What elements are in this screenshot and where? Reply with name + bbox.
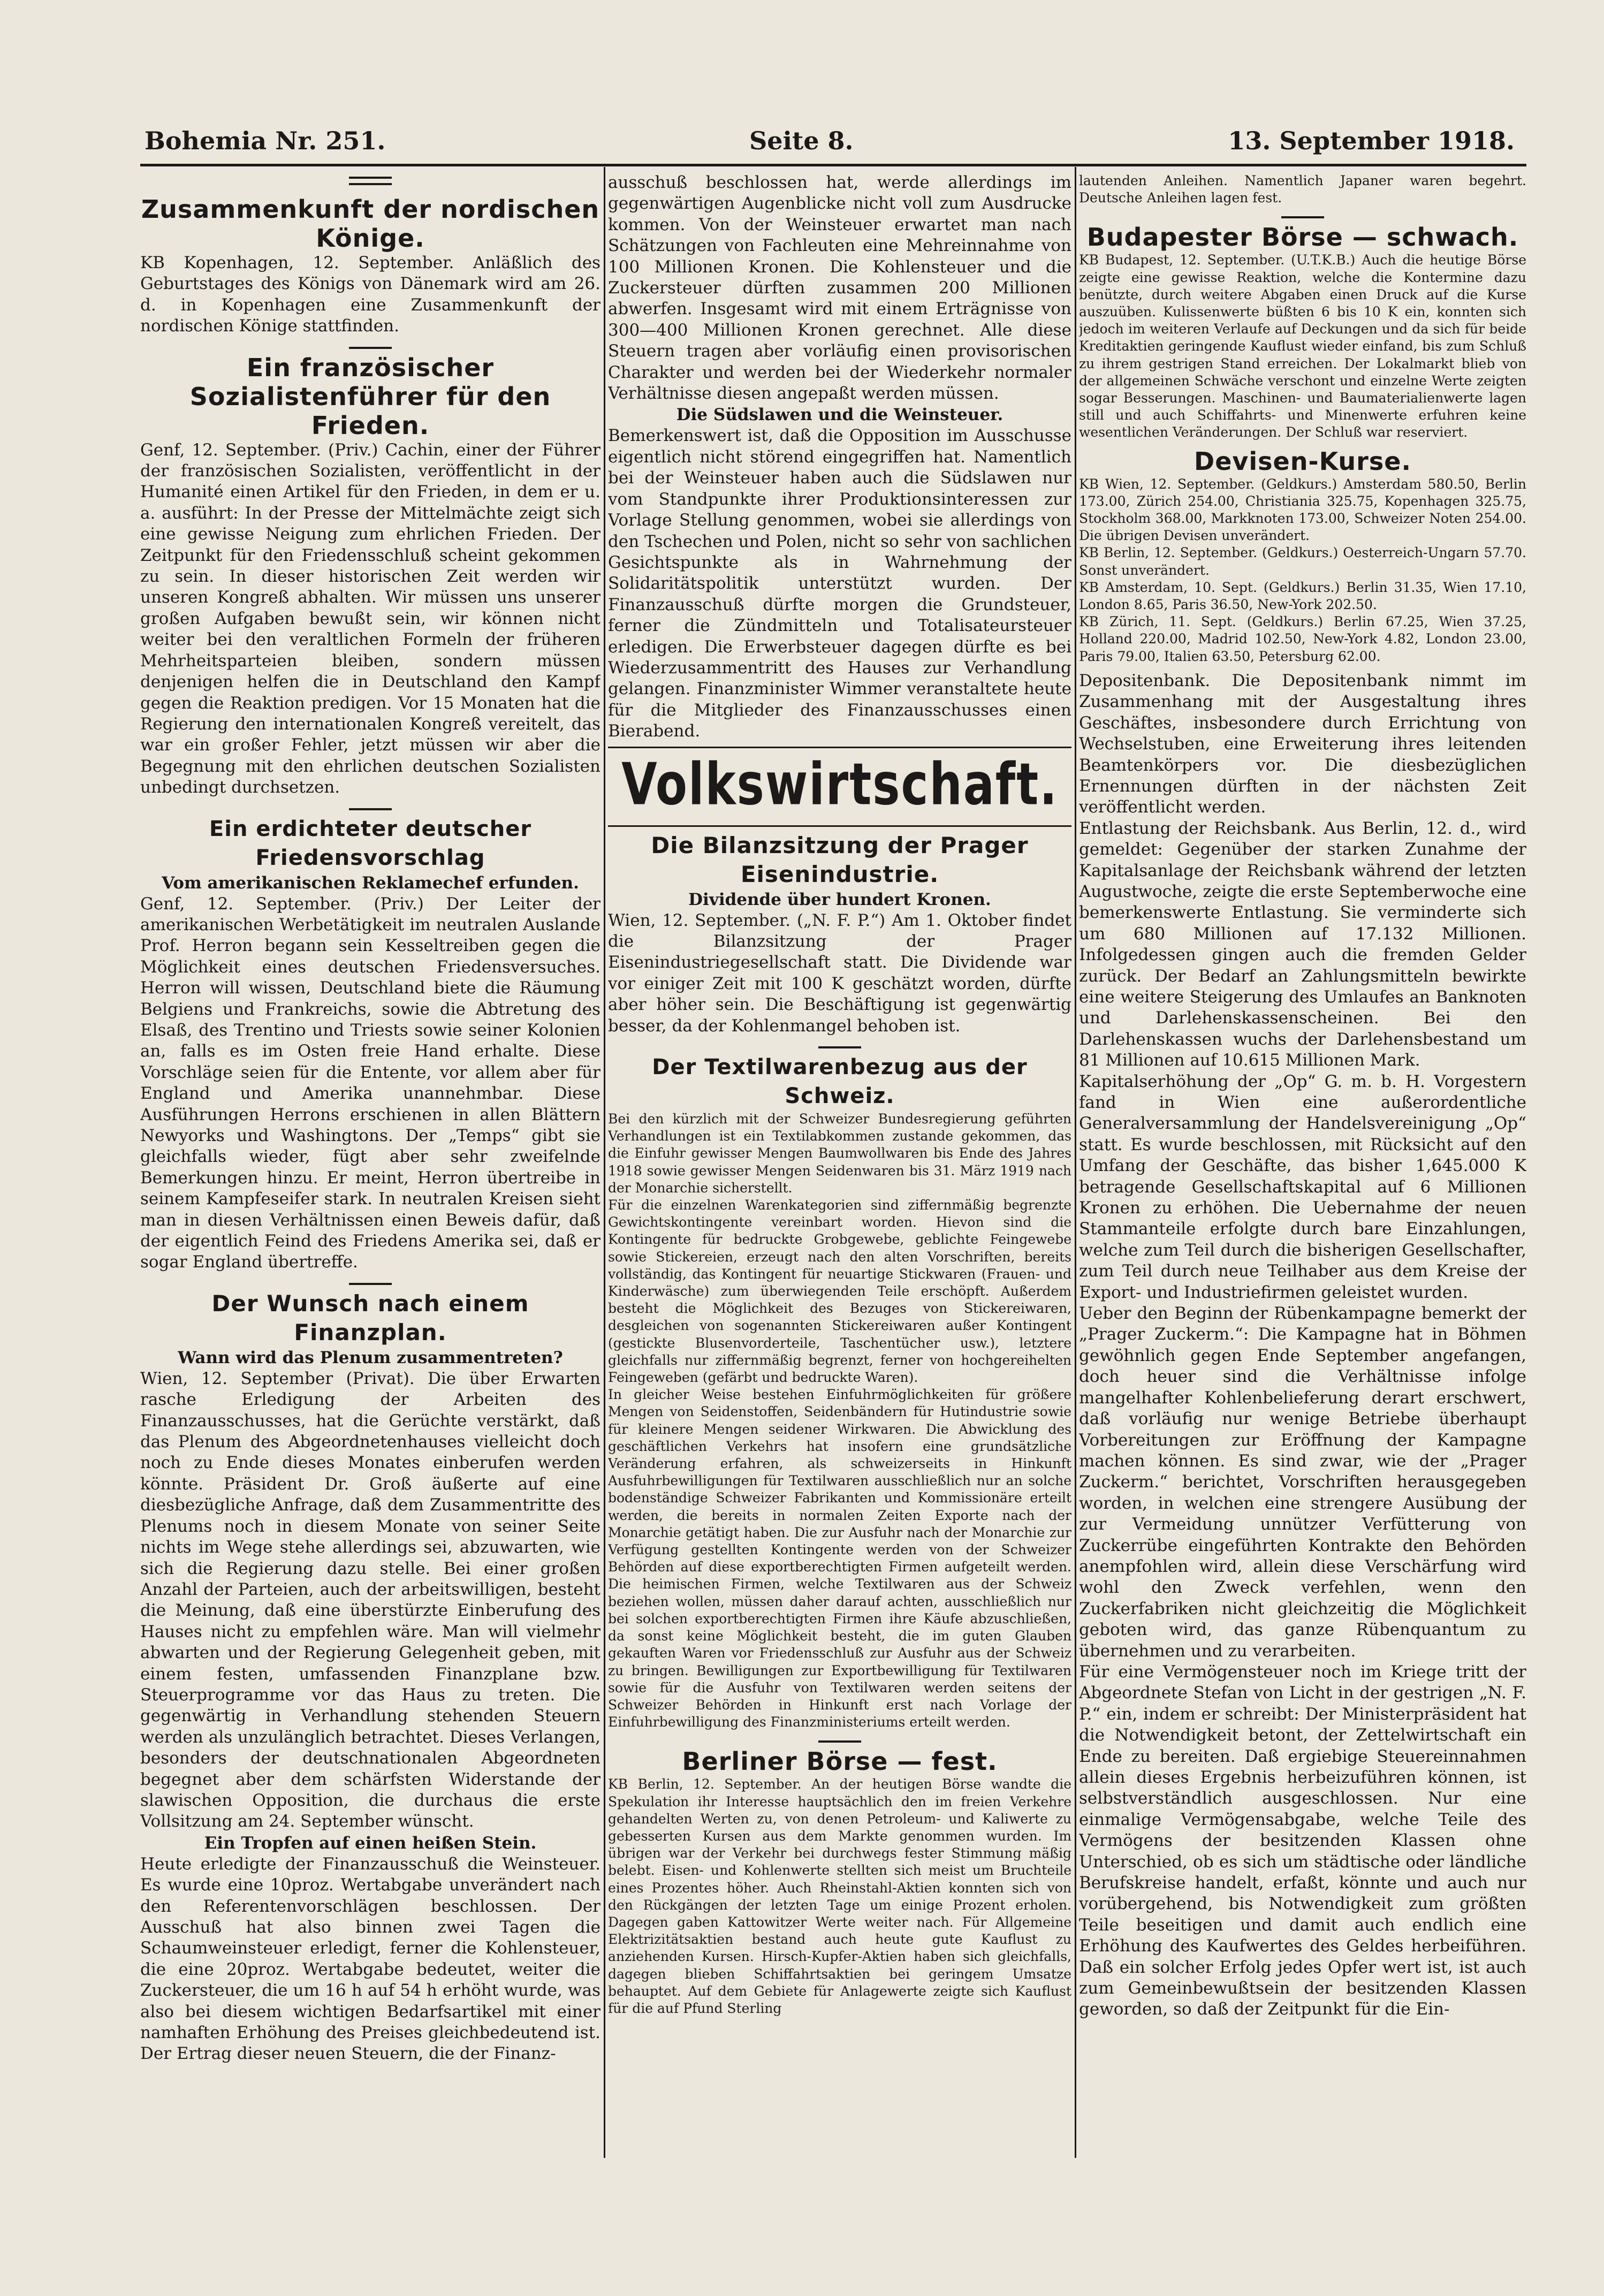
- short-rule: [349, 183, 392, 185]
- headline: Der Wunsch nach einem Finanzplan.: [211, 1290, 529, 1345]
- column-separator: [604, 167, 605, 2158]
- exchange-rates: KB Amsterdam, 10. Sept. (Geldkurs.) Berlin 31.35, Wien 17.10, London 8.65, Paris 36.50, New-York 202.50.: [1079, 579, 1526, 613]
- article-text: Für die einzelnen Warenkategorien sind ziffernmäßig begrenzte Gewichtskontingente vereinbart worden. Hievon sind die Kontingente für bedruckte Grobgewebe, geblichte Feingewebe sowie Stickereien, erzeugt nach den alten Vorschriften, bereits vollständig, das Kontingent für neuartige Stickwaren (Frauen- und Kinderwäsche) zum überwiegenden Teile erschöpft. Außerdem besteht die Möglichkeit des Bezuges von Stickereiwaren, desgleichen von sogenannten Stickereiwaren außer Kontingent (gestickte Blusenvorderteile, Taschentücher usw.), letztere gleichfalls nur ziffernmäßig begrenzt, ferner von hochgereihelten Feingeweben (gefärbt und bedruckte Waren).: [608, 1197, 1071, 1386]
- exchange-rates: KB Berlin, 12. September. (Geldkurs.) Oesterreich-Ungarn 57.70. Sonst unverändert.: [1079, 545, 1526, 578]
- headline: Zusammenkunft der nordischen Könige.: [141, 195, 600, 253]
- article-text: Heute erledigte der Finanzausschuß die Weinsteuer. Es wurde eine 10proz. Wertabgabe unverändert nach den Referentenvorschlägen beschlossen. Der Ausschuß hat also binnen zwei Tagen die Schaumweinsteuer erledigt, ferner die Kohlensteuer, die eine 20proz. Wertabgabe bedeutet, weiter die Zuckersteuer, die um 16 h auf 54 h erhöht wurde, was also bei diesem wichtigen Bedarfsartikel mit einer namhaften Erhöhung des Preises gleichbedeutend ist. Der Ertrag dieser neuen Steuern, die der Finanz-: [140, 1854, 600, 2064]
- subheadline: Die Südslawen und die Weinsteuer.: [676, 405, 1004, 425]
- header-center: Seite 8.: [749, 126, 854, 155]
- headline: Devisen-Kurse.: [1194, 446, 1411, 476]
- article-text: Für eine Vermögensteuer noch im Kriege tritt der Abgeordnete Stefan von Licht in der gestrigen „N. F. P.“ ein, indem er schreibt: Der Ministerpräsident hat die Notwendigkeit betont, der Zettelwirtschaft ein Ende zu bereiten. Daß ergiebige Steuereinnahmen allein dieses Ergebnis herbeizuführen können, ist selbstverständlich ausgeschlossen. Nur eine einmalige Vermögensabgabe, welche Teile des Vermögens der besitzenden Klassen ohne Unterschied, ob es sich um städtische oder ländliche Berufskreise handelt, erfaßt, könnte und auch nur vorübergehend, bis Notwendigkeit zum größten Teile beseitigen und damit auch endlich eine Erhöhung des Kaufwertes des Geldes herbeiführen. Daß ein solcher Erfolg jedes Opfer wert ist, ist auch zum Gemeinbewußtsein der besitzenden Klassen geworden, so daß der Zeitpunkt für die Ein-: [1079, 1662, 1526, 2019]
- article-text: KB Kopenhagen, 12. September. Anläßlich des Geburtstages des Königs von Dänemark wird am 26. d. in Kopenhagen eine Zusammenkunft der nordischen Könige stattfinden.: [140, 253, 600, 336]
- subheadline: Wann wird das Plenum zusammentreten?: [178, 1348, 563, 1367]
- headline: Der Textilwarenbezug aus der Schweiz.: [652, 1055, 1028, 1108]
- article-text: Bei den kürzlich mit der Schweizer Bundesregierung geführten Verhandlungen ist ein Textilabkommen zustande gekommen, das die Einfuhr gewisser Mengen Baumwollwaren bis Ende des Jahres 1918 sowie gewisser Mengen Seidenwaren bis 31. März 1919 nach der Monarchie sicherstellt.: [608, 1111, 1071, 1196]
- column-separator: [1075, 167, 1076, 2158]
- short-rule: [818, 1740, 861, 1743]
- article-text: KB Budapest, 12. September. (U.T.K.B.) Auch die heutige Börse zeigte eine gewisse Reaktion, welche die Kontermine dazu benützte, durch weitere Abgaben einen Druck auf die Kurse auszuüben. Kulissenwerte büßten 6 bis 10 K ein, konnten sich jedoch im weiteren Verlaufe auf Deckungen und da sich für beide Kreditaktien geringende Kauflust wieder einfand, bis zum Schluß zu ihrem gestrigen Stand erreichen. Der Lokalmarkt blieb von der allgemeinen Schwäche verschont und einzelne Werte zeigten sogar Besserungen. Maschinen- und Baumaterialienwerte lagen still und auch Schiffahrts- und Minenwerte erfuhren keine wesentlichen Veränderungen. Der Schluß war reserviert.: [1079, 252, 1526, 440]
- subheadline: Ein Tropfen auf einen heißen Stein.: [204, 1833, 537, 1853]
- exchange-rates: KB Wien, 12. September. (Geldkurs.) Amsterdam 580.50, Berlin 173.00, Zürich 254.00, Christiania 325.75, Kopenhagen 325.75, Stockholm 368.00, Markknoten 173.00, Schweizer Noten 254.00. Die übrigen Devisen unverändert.: [1079, 476, 1526, 544]
- section-title: Volkswirtschaft.: [621, 751, 1058, 818]
- headline: Ein erdichteter deutscher Friedensvorschlag: [209, 816, 532, 870]
- headline: Budapester Börse — schwach.: [1086, 223, 1519, 252]
- section-rule: [608, 747, 1071, 748]
- header-right: 13. September 1918.: [1228, 126, 1515, 155]
- article-text: In gleicher Weise bestehen Einfuhrmöglichkeiten für größere Mengen von Seidenstoffen, Seidenbändern für Hutindustrie sowie für kleinere Mengen seidener Wirkwaren. Die Abwicklung des geschäftlichen Verkehrs hat insofern eine grundsätzliche Veränderung erfahren, als schweizerseits in Hinkunft Ausfuhrbewilligungen für Textilwaren ausschließlich nur an solche bodenständige Schweizer Fabrikanten und Kommissionäre erteilt werden, die bereits in normalen Zeiten Exporte nach der Monarchie getätigt haben. Die zur Ausfuhr nach der Monarchie zur Verfügung gestellten Kontingente werden von der Schweizer Behörden auf diese exportberechtigten Firmen aufgeteilt werden. Die heimischen Firmen, welche Textilwaren aus der Schweiz beziehen wollen, müssen daher darauf achten, ausschließlich nur bei solchen exportberechtigten Firmen ihre Käufe abzuschließen, da sonst keine Möglichkeit besteht, die im guten Glauben gekauften Waren vor Friedensschluß zur Ausfuhr aus der Schweiz zu bringen. Bewilligungen zur Exportbewilligung für Textilwaren sowie für die Ausfuhr von Textilwaren werden seitens der Schweizer Behörden in Hinkunft erst nach Vorlage der Einfuhrbewilligung des Finanzministeriums erteilt werden.: [608, 1387, 1071, 1730]
- header-rule: [140, 164, 1526, 166]
- short-rule: [1281, 216, 1324, 218]
- short-rule: [349, 347, 392, 349]
- short-rule: [349, 177, 392, 179]
- article-text: lautenden Anleihen. Namentlich Japaner waren begehrt. Deutsche Anleihen lagen fest.: [1079, 173, 1526, 206]
- short-rule: [349, 808, 392, 810]
- exchange-rates: KB Zürich, 11. Sept. (Geldkurs.) Berlin 67.25, Wien 37.25, Holland 220.00, Madrid 102.50, New-York 4.82, London 23.00, Paris 79.00, Italien 63.50, Petersburg 62.00.: [1079, 614, 1526, 664]
- headline: Die Bilanzsitzung der Prager Eisenindustrie.: [651, 832, 1029, 887]
- header-left: Bohemia Nr. 251.: [145, 126, 386, 155]
- column-1: [140, 172, 600, 2158]
- column-2: [608, 172, 1071, 2158]
- subheadline: Vom amerikanischen Reklamechef erfunden.: [162, 873, 579, 893]
- article-text: ausschuß beschlossen hat, werde allerdings im gegenwärtigen Augenblicke nicht voll zum Ausdrucke kommen. Von der Weinsteuer erwartet man nach Schätzungen von Fachleuten eine Mehreinnahme von 100 Millionen Kronen. Die Kohlensteuer und die Zuckersteuer dürften zusammen 200 Millionen abwerfen. Insgesamt wird mit einem Erträgnisse von 300—400 Millionen Kronen gerechnet. Alle diese Steuern tragen aber vorläufig einen provisorischen Charakter und werden bei der Wiederkehr normaler Verhältnisse diesen angepaßt werden müssen.: [608, 173, 1071, 404]
- article-text: KB Berlin, 12. September. An der heutigen Börse wandte die Spekulation ihr Interesse hauptsächlich den im freien Verkehre gehandelten Werten zu, von denen Petroleum- und Kaliwerte zu gebesserten Kursen aus dem Markte genommen wurden. Im übrigen war der Verkehr bei durchwegs fester Stimmung mäßig belebt. Eisen- und Kohlenwerte stellten sich meist um Bruchteile eines Prozentes höher. Auch Rheinstahl-Aktien konnten sich von den Rückgängen der letzten Tage um einige Prozent erholen. Dagegen gaben Kattowitzer Werte weiter nach. Für Allgemeine Elektrizitätsaktien bestand auch heute gute Kauflust zu anziehenden Kursen. Hirsch-Kupfer-Aktien haben sich gleichfalls, dagegen blieben Schiffahrtsaktien bei geringem Umsatze behauptet. Auf dem Gebiete für Anlagewerte zeigte sich Kauflust für die auf Pfund Sterling: [608, 1776, 1071, 2016]
- article-text: Ueber den Beginn der Rübenkampagne bemerkt der „Prager Zuckerm.“: Die Kampagne hat in Böhmen gewöhnlich gegen Ende September angefangen, doch heuer sind die Verhältnisse infolge mangelhafter Kohlenbelieferung derart erschwert, daß vorläufig nur wenige Betriebe überhaupt Vorbereitungen zur Eröffnung der Kampagne machen können. Es sind zwar, wie der „Prager Zuckerm.“ berichtet, Vorschriften herausgegeben worden, in welchen eine strengere Ausübung der zur Vermeidung unnützer Verfütterung von Zuckerrübe eingeführten Kontrakte den Behörden anempfohlen wird, allein diese Verschärfung wird wohl den Zweck verfehlen, wenn den Zuckerfabriken nicht gleichzeitig die Möglichkeit geboten wird, das ganze Rübenquantum zu übernehmen und zu verarbeiten.: [1079, 1304, 1526, 1661]
- article-text: Entlastung der Reichsbank. Aus Berlin, 12. d., wird gemeldet: Gegenüber der starken Zunahme der Kapitalsanlage der Reichsbank während der letzten Augustwoche, zeigte die erste Septemberwoche eine bemerkenswerte Entlastung. Sie verminderte sich um 680 Millionen auf 17.132 Millionen. Infolgedessen gingen auch die fremden Gelder zurück. Der Bedarf an Zahlungsmitteln bewirkte eine weitere Steigerung des Umlaufes an Banknoten und Darlehenskassenscheinen. Bei den Darlehenskassen wuchs der Darlehensbestand um 81 Millionen auf 10.615 Millionen Mark.: [1079, 818, 1526, 1070]
- subheadline: Dividende über hundert Kronen.: [688, 889, 991, 909]
- article-text: Genf, 12. September. (Priv.) Der Leiter der amerikanischen Werbetätigkeit im neutralen Auslande Prof. Herron begann sein Kesseltreiben gegen die Möglichkeit eines deutschen Friedensversuches. Herron will wissen, Deutschland biete die Räumung Belgiens und Frankreichs, sowie die Abtretung des Elsaß, des Trentino und Triests sowie seiner Kolonien an, falls es im Osten freie Hand erhalte. Diese Vorschläge seien für die Entente, vor allem aber für England und Amerika unannehmbar. Diese Ausführungen Herrons erschienen in allen Blättern Newyorks und Washingtons. Der „Temps“ gibt sie gleichfalls wieder, fügt aber sehr zweifelnde Bemerkungen hinzu. Er meint, Herron übertreibe in seinem Kampfeseifer stark. In neutralen Kreisen sieht man in diesen Verhältnissen einen Beweis dafür, daß der eigentlich Feind des Friedens Amerika sei, daß er sogar England übertreffe.: [140, 894, 600, 1272]
- article-text: Bemerkenswert ist, daß die Opposition im Ausschusse eigentlich nicht störend eingegriffen hat. Namentlich bei der Weinsteuer haben auch die Südslawen nur vom Standpunkte ihrer Produktionsinteressen zur Vorlage Stellung genommen, wobei sie allerdings von den Tschechen und Polen, nicht so sehr von sachlichen Gesichtspunkte als in Wahrnehmung der Solidaritätspolitik unterstützt wurden. Der Finanzausschuß dürfte morgen die Grundsteuer, ferner die Zündmitteln und Totalisateursteuer erledigen. Die Erwerbsteuer dagegen dürfte es bei Wiederzusammentritt des Hauses zur Verhandlung gelangen. Finanzminister Wimmer veranstaltete heute für die Mitglieder des Finanzausschusses einen Bierabend.: [608, 426, 1071, 741]
- article-text: Wien, 12. September (Privat). Die über Erwarten rasche Erledigung der Arbeiten des Finanzausschusses, hat die Gerüchte verstärkt, daß das Plenum des Abgeordnetenhauses vielleicht doch noch zu Ende dieses Monates einberufen werden könnte. Präsident Dr. Groß äußerte auf eine diesbezügliche Anfrage, daß dem Zusammentritte des Plenums noch in diesem Monate von seiner Seite nichts im Wege stehe allerdings sei, abzuwarten, wie sich die Regierung dazu stelle. Bei einer großen Anzahl der Parteien, auch der arbeitswilligen, besteht die Meinung, daß eine überstürzte Einberufung des Hauses nicht zu empfehlen wäre. Man will vielmehr abwarten und der Regierung Gelegenheit geben, mit einem festen, umfassenden Finanzplane bzw. Steuerprogramme vor das Haus zu treten. Die gegenwärtig in Verhandlung stehenden Steuern werden als unzulänglich betrachtet. Dieses Verlangen, besonders der deutschnationalen Abgeordneten begegnet aber dem schärfsten Widerstande der slawischen Opposition, die durchaus die erste Vollsitzung am 24. September wünscht.: [140, 1369, 600, 1831]
- short-rule: [349, 1283, 392, 1285]
- headline: Berliner Börse — fest.: [682, 1747, 998, 1776]
- article-text: Wien, 12. September. („N. F. P.“) Am 1. Oktober findet die Bilanzsitzung der Prager Eisenindustriegesellschaft statt. Die Dividende war vor einiger Zeit mit 100 K geschätzt worden, dürfte aber höher sein. Die Beschäftigung ist gegenwärtig besser, da der Kohlenmangel behoben ist.: [608, 910, 1071, 1036]
- article-text: Genf, 12. September. (Priv.) Cachin, einer der Führer der französischen Sozialisten, veröffentlicht in der Humanité einen Artikel für den Frieden, in dem er u. a. ausführt: In der Presse der Mittelmächte zeigt sich eine gewisse Neigung zum ehrlichen Frieden. Der Zeitpunkt für den Friedensschluß scheint gekommen zu sein. In dieser historischen Zeit werden wir unseren Kongreß abhalten. Wir müssen uns unserer großen Aufgaben bewußt sein, wir können nicht weiter bei den veraltlichen Formeln der früheren Mehrheitsparteien bleiben, sondern müssen denjenigen helfen die in Deutschland den Kampf gegen die Reaktion predigen. Vor 15 Monaten hat die Regierung den internationalen Kongreß vereitelt, das war ein großer Fehler, jetzt müssen wir aber die Begegnung mit den ehrlichen deutschen Sozialisten unbedingt durchsetzen.: [140, 440, 600, 797]
- column-3: [1079, 172, 1526, 2158]
- article-text: Depositenbank. Die Depositenbank nimmt im Zusammenhang mit der Ausgestaltung ihres Geschäftes, insbesondere durch Errichtung von Wechselstuben, eine Erweiterung ihres leitenden Beamtenkörpers vor. Die diesbezüglichen Ernennungen dürften in der nächsten Zeit veröffentlicht werden.: [1079, 671, 1526, 817]
- headline: Ein französischer Sozialistenführer für den Frieden.: [189, 353, 551, 440]
- section-rule: [608, 825, 1071, 827]
- short-rule: [818, 1046, 861, 1048]
- page-header: [145, 126, 1515, 164]
- article-text: Kapitalserhöhung der „Op“ G. m. b. H. Vorgestern fand in Wien eine außerordentliche Generalversammlung der Handelsvereinigung „Op“ statt. Es wurde beschlossen, mit Rücksicht auf den Umfang der Geschäfte, das bisher 1,645.000 K betragende Gesellschaftskapital auf 6 Millionen Kronen zu erhöhen. Die Uebernahme der neuen Stammanteile erfolgte durch bare Einzahlungen, welche zum Teil durch die bisherigen Gesellschafter, zum Teil durch neue Teilhaber aus dem Kreise der Export- und Industriefirmen geleistet wurden.: [1079, 1071, 1526, 1302]
